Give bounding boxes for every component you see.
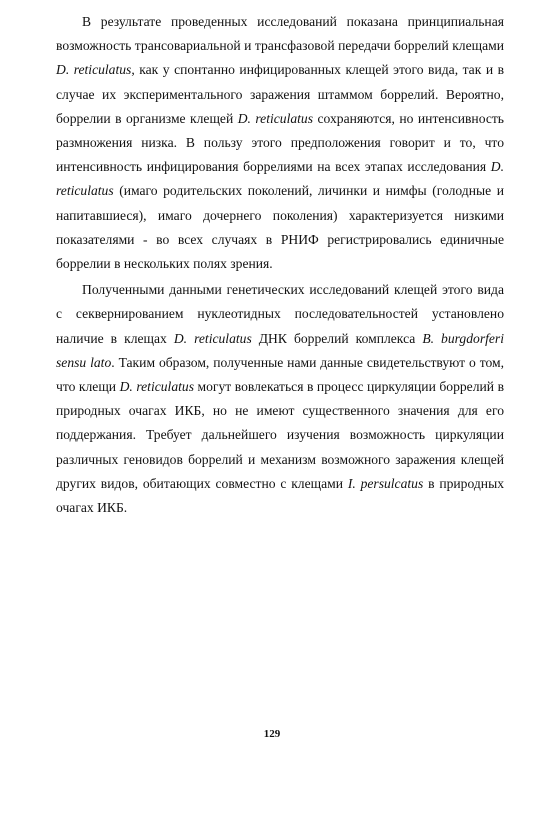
text-run: ДНК боррелий комплекса xyxy=(251,330,423,346)
italic-term: D. reticulatus xyxy=(56,62,132,78)
text-run: сохраняются, но интенсивность размножения низка. В пользу этого предположения говорит и то, что интенсивность инфицирования боррелиями на всех этапах исследования xyxy=(56,110,505,175)
italic-term: D. reticulatus xyxy=(56,159,504,199)
text-run: . Таким образом, полученные нами данные свидетельствуют о том, что клещи xyxy=(56,354,504,395)
body-text xyxy=(56,10,504,520)
text-run: Полученными данными генетических исследований клещей этого вида с секвернированием нуклеотидных последовательностей установлено наличие в клещах xyxy=(56,282,504,346)
paragraph-2 xyxy=(56,278,504,520)
italic-term: D. reticulatus xyxy=(237,110,314,126)
text-run: могут вовлекаться в процесс циркуляции боррелий в природных очагах ИКБ, но не имеют существенного значения для его поддержания. Требует дальнейшего изучения возможность циркуляции различных геновидов боррелий и механизм возможного заражения клещей других видов, обитающих совместно с клещами xyxy=(56,379,504,491)
text-run: В результате проведенных исследований показана принципиальная возможность трансовариальной и трансфазовой передачи боррелий клещами xyxy=(56,14,504,54)
text-run: в природных очагах ИКБ. xyxy=(56,475,504,516)
italic-term: I. persulcatus xyxy=(347,475,424,491)
italic-term: D. reticulatus xyxy=(119,379,194,395)
text-run: (имаго родительских поколений, личинки и нимфы (голодные и напитавшиеся), имаго дочернего поколения) характеризуется низкими показателями - во всех случаях в РНИФ регистрировались единичные боррелии в нескольких полях зрения. xyxy=(56,183,504,272)
paragraph-1 xyxy=(56,10,504,276)
italic-term: D. reticulatus xyxy=(173,330,252,346)
italic-term: B. burgdorferi sensu lato xyxy=(56,330,504,370)
page-number: 129 xyxy=(263,728,281,740)
text-run: , как у спонтанно инфицированных клещей этого вида, так и в случае их экспериментального заражения штаммом боррелий. Вероятно, боррелии в организме клещей xyxy=(56,62,504,126)
